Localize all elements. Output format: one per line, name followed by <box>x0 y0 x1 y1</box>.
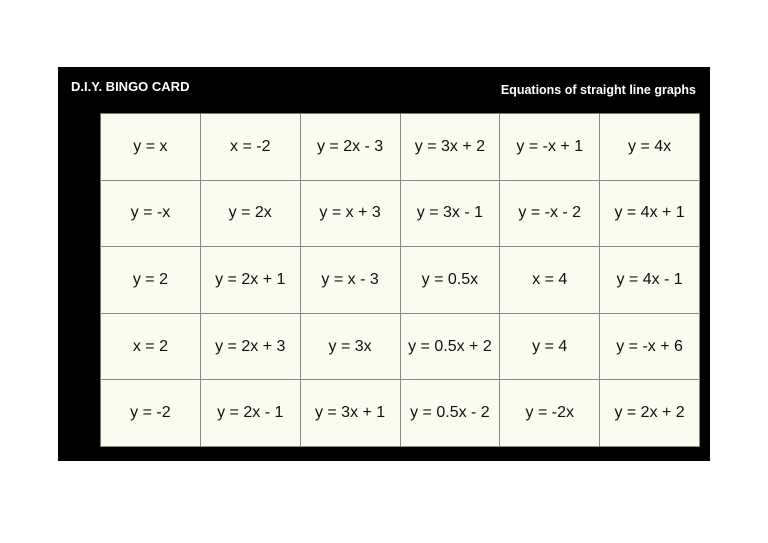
bingo-cell: y = 3x + 2 <box>401 114 501 181</box>
bingo-cell: y = x - 3 <box>301 247 401 314</box>
bingo-cell: y = 0.5x - 2 <box>401 380 501 447</box>
bingo-cell: y = 4x - 1 <box>600 247 700 314</box>
bingo-cell: y = 2x - 1 <box>201 380 301 447</box>
bingo-cell: y = 4x + 1 <box>600 181 700 248</box>
bingo-cell: y = 3x - 1 <box>401 181 501 248</box>
card-subtitle: Equations of straight line graphs <box>500 83 696 97</box>
bingo-cell: y = 4 <box>500 314 600 381</box>
bingo-cell: y = -x + 1 <box>500 114 600 181</box>
bingo-cell: y = -x <box>101 181 201 248</box>
bingo-cell: y = 0.5x <box>401 247 501 314</box>
card-title: D.I.Y. BINGO CARD <box>71 79 190 94</box>
bingo-cell: y = -2x <box>500 380 600 447</box>
bingo-cell: y = -x - 2 <box>500 181 600 248</box>
bingo-card <box>58 67 710 461</box>
bingo-cell: y = 2x + 1 <box>201 247 301 314</box>
bingo-cell: y = 2x - 3 <box>301 114 401 181</box>
bingo-cell: y = -x + 6 <box>600 314 700 381</box>
bingo-cell: y = x <box>101 114 201 181</box>
bingo-cell: y = 2x + 3 <box>201 314 301 381</box>
bingo-cell: y = 0.5x + 2 <box>401 314 501 381</box>
bingo-cell: y = 3x + 1 <box>301 380 401 447</box>
bingo-cell: x = 4 <box>500 247 600 314</box>
bingo-grid <box>100 113 700 447</box>
bingo-cell: y = 2x <box>201 181 301 248</box>
bingo-cell: y = x + 3 <box>301 181 401 248</box>
bingo-cell: y = -2 <box>101 380 201 447</box>
bingo-cell: y = 4x <box>600 114 700 181</box>
bingo-cell: x = -2 <box>201 114 301 181</box>
bingo-cell: y = 2 <box>101 247 201 314</box>
bingo-cell: y = 3x <box>301 314 401 381</box>
bingo-cell: x = 2 <box>101 314 201 381</box>
bingo-cell: y = 2x + 2 <box>600 380 700 447</box>
